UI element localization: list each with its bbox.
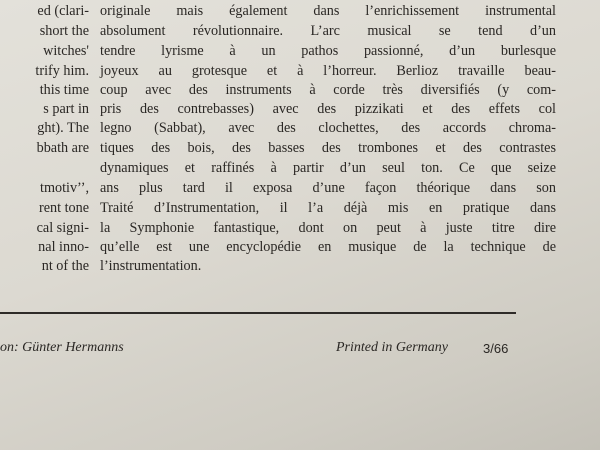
text-line: coup avec des instruments à corde très diversifiés (y com-: [100, 82, 556, 98]
text-line: cal signi-: [36, 220, 89, 236]
horizontal-rule: [0, 312, 516, 314]
text-line: short the: [39, 23, 89, 39]
text-line: ed (clari-: [37, 3, 89, 19]
text-line: pris des contrebasses) avec des pizzikati et des effets col: [100, 101, 556, 117]
printed-in-text: Printed in Germany: [336, 340, 448, 355]
text-line: rent tone: [38, 200, 89, 216]
text-line: l’instrumentation.: [100, 258, 202, 274]
text-line: s part in: [43, 101, 89, 117]
text-line: nal inno-: [38, 239, 89, 255]
text-line: trify him.: [35, 63, 89, 79]
text-line: ans plus tard il exposa d’une façon théorique dans son: [100, 180, 556, 196]
text-line: qu’elle est une encyclopédie en musique de la technique de: [100, 239, 556, 255]
text-line: absolument révolutionnaire. L’arc musical se tend d’un: [100, 23, 556, 39]
text-line: bbath are: [36, 140, 89, 156]
text-line: witches': [43, 43, 89, 59]
text-line: tiques des bois, des basses des trombones et des contrastes: [100, 140, 556, 156]
text-line: Traité d’Instrumentation, il l’a déjà mis en pratique dans: [100, 200, 556, 216]
text-line: tmotiv’’,: [40, 180, 89, 196]
text-line: dynamiques et raffinés à partir d’un seul ton. Ce que seize: [100, 160, 556, 176]
text-line: tendre lyrisme à un pathos passionné, d’un burlesque: [100, 43, 556, 59]
text-line: ght). The: [37, 120, 89, 136]
text-line: originale mais également dans l’enrichissement instrumental: [100, 3, 556, 19]
text-line: legno (Sabbat), avec des clochettes, des accords chroma-: [100, 120, 556, 136]
text-line: nt of the: [41, 258, 89, 274]
credit-text: on: Günter Hermanns: [0, 340, 124, 355]
text-line: la Symphonie fantastique, dont on peut à juste titre dire: [100, 220, 556, 236]
print-code: 3/66: [483, 341, 509, 356]
text-line: this time: [39, 82, 89, 98]
text-line: joyeux au grotesque et à l’horreur. Berlioz travaille beau-: [100, 63, 556, 79]
